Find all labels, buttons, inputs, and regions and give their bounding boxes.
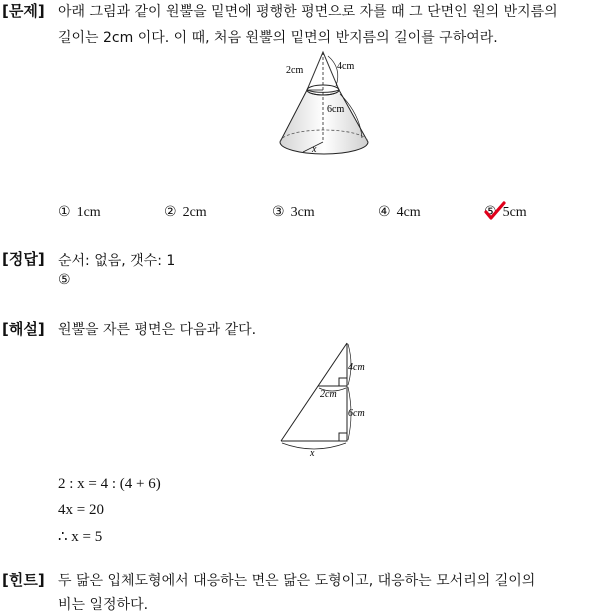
choice-2[interactable] [164,204,207,221]
answer-tag: [정답] [2,250,45,268]
answer-value: ⑤ [58,272,71,288]
section-label-4cm: 4cm [348,362,365,373]
choice-5-number: ⑤ [484,204,497,220]
choice-4-text: 4cm [396,205,421,220]
choice-2-text: 2cm [182,205,207,220]
cone-label-x: x [312,144,317,155]
section-label-6cm: 6cm [348,408,365,419]
section-label-x: x [310,448,315,459]
cone-label-6cm: 6cm [327,104,345,115]
choice-1[interactable] [58,204,101,221]
solution-equation-3: ∴ x = 5 [58,529,103,545]
choice-3[interactable] [272,204,315,221]
hint-text-line2: 비는 일정하다. [58,597,149,613]
choice-2-number: ② [164,204,177,220]
choice-4-number: ④ [378,204,391,220]
solution-equation-1: 2 : x = 4 : (4 + 6) [58,476,161,492]
cross-section-figure [274,340,384,460]
cone-label-2cm: 2cm [286,65,304,76]
solution-equation-2: 4x = 20 [58,502,104,518]
hint-text-line1: 두 닮은 입체도형에서 대응하는 면은 닮은 도형이고, 대응하는 모서리의 길이의 [58,573,536,589]
cone-label-4cm: 4cm [337,61,355,72]
section-label-2cm: 2cm [320,389,337,400]
hint-tag: [힌트] [2,571,45,589]
choice-1-number: ① [58,204,71,220]
problem-tag: [문제] [2,2,45,20]
choice-4[interactable] [378,204,421,221]
check-mark-icon [484,201,506,221]
choice-1-text: 1cm [76,205,101,220]
solution-tag: [해설] [2,320,45,338]
choice-3-text: 3cm [290,205,315,220]
choice-5-text: 5cm [502,205,527,220]
solution-text: 원뿔을 자른 평면은 다음과 같다. [58,322,257,338]
problem-text-line2: 길이는 2cm 이다. 이 때, 처음 원뿔의 밑면의 반지름의 길이를 구하여라. [58,30,498,46]
answer-order-count: 순서: 없음, 갯수: 1 [58,253,176,269]
problem-text-line1: 아래 그림과 같이 원뿔을 밑면에 평행한 평면으로 자를 때 그 단면인 원의 반지름의 [58,4,558,20]
choice-3-number: ③ [272,204,285,220]
cone-figure [270,50,380,160]
